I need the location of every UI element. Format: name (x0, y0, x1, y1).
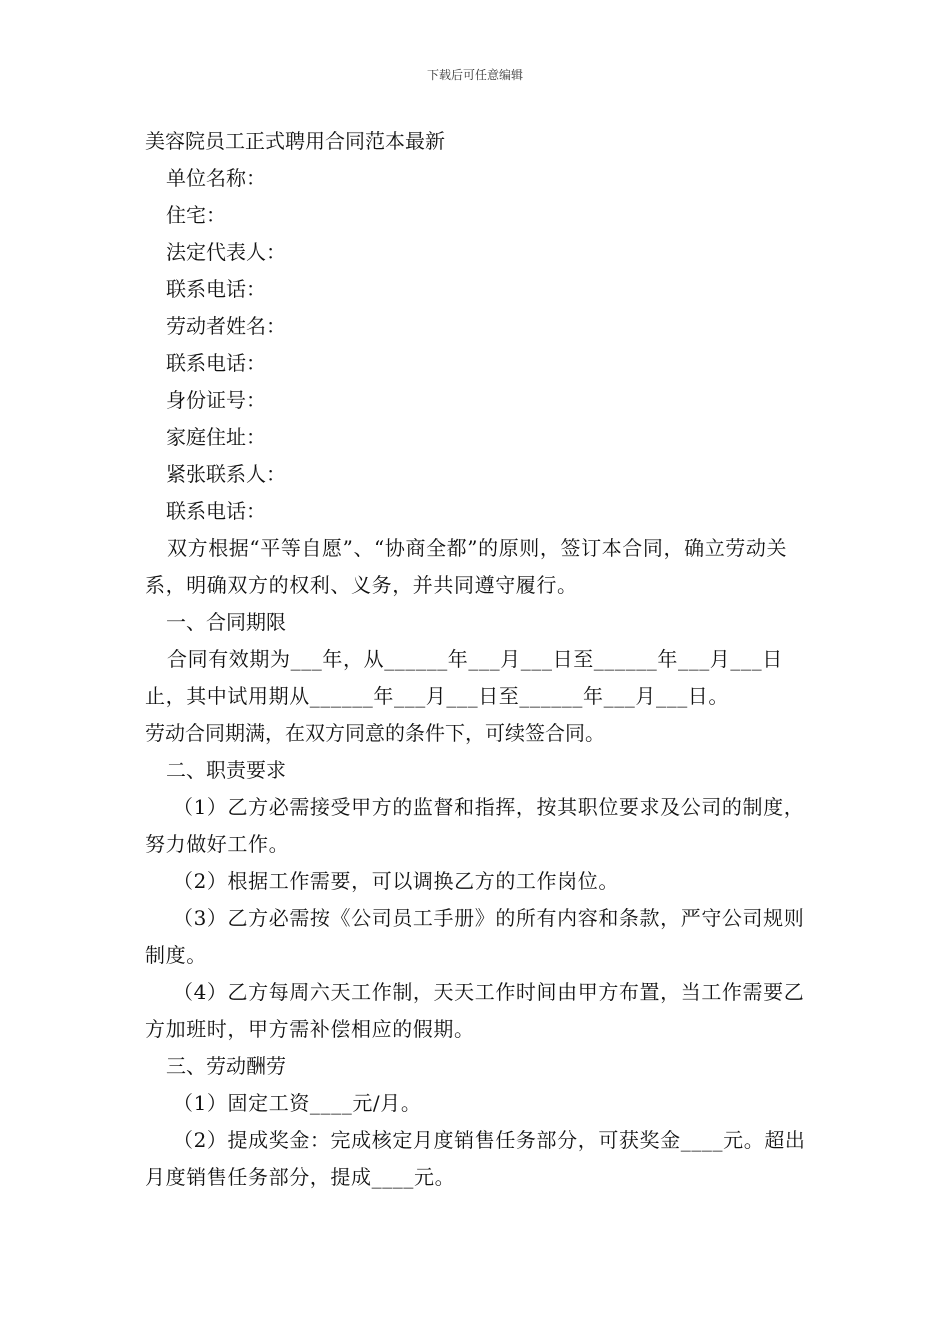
section1-heading: 一、合同期限 (166, 610, 286, 634)
section2-item-2: （2）根据工作需要，可以调换乙方的工作岗位。 (173, 869, 619, 893)
field-company-name: 单位名称： (166, 166, 266, 190)
section2-item-3: （3）乙方必需按《公司员工手册》的所有内容和条款，严守公司规则制度。 (145, 906, 805, 967)
field-emergency-contact: 紧张联系人： (166, 462, 286, 486)
section3-item-1: （1）固定工资____元/月。 (173, 1091, 422, 1115)
section1-renewal-paragraph: 劳动合同期满，在双方同意的条件下，可续签合同。 (145, 721, 605, 745)
field-legal-representative: 法定代表人： (166, 240, 286, 264)
section2-heading: 二、职责要求 (166, 758, 286, 782)
field-emergency-phone: 联系电话： (166, 499, 266, 523)
field-worker-name: 劳动者姓名： (166, 314, 286, 338)
field-id-number: 身份证号： (166, 388, 266, 412)
field-home-address: 家庭住址： (166, 425, 266, 449)
document-body (145, 123, 810, 1196)
section1-term-paragraph: 合同有效期为___年，从______年___月___日至______年___月___日止，其中试用期从______年___月___日至______年___月___日。 (145, 647, 783, 708)
section3-heading: 三、劳动酬劳 (166, 1054, 286, 1078)
field-worker-phone: 联系电话： (166, 351, 266, 375)
field-residence: 住宅： (166, 203, 226, 227)
page-header: 下载后可任意编辑 (426, 68, 523, 82)
document-title: 美容院员工正式聘用合同范本最新 (145, 129, 445, 153)
section3-item-2: （2）提成奖金：完成核定月度销售任务部分，可获奖金____元。超出月度销售任务部分，提成____元。 (145, 1128, 806, 1189)
field-company-phone: 联系电话： (166, 277, 266, 301)
section2-item-4: （4）乙方每周六天工作制，天天工作时间由甲方布置，当工作需要乙方加班时，甲方需补偿相应的假期。 (145, 980, 805, 1041)
intro-paragraph: 双方根据“平等自愿”、“协商全都”的原则，签订本合同，确立劳动关系，明确双方的权利、义务，并共同遵守履行。 (145, 536, 788, 597)
section2-item-1: （1）乙方必需接受甲方的监督和指挥，按其职位要求及公司的制度，努力做好工作。 (145, 795, 805, 856)
